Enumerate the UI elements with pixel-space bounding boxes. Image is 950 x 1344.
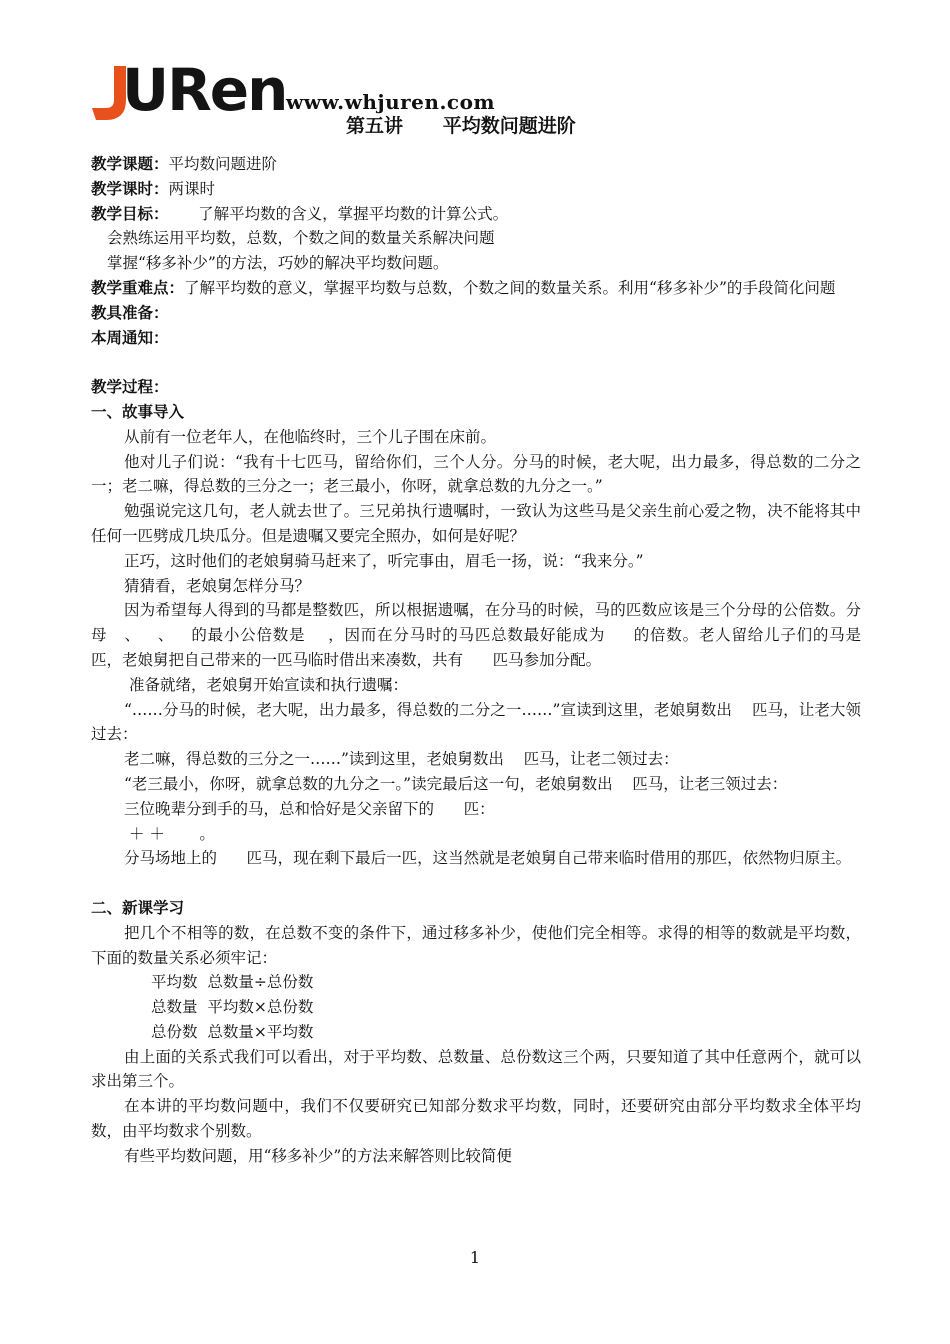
lesson-content bbox=[91, 152, 891, 1169]
story-paragraph: 勉强说完这几句，老人就去世了。三兄弟执行遗嘱时，一致认为这些马是父亲生前心爱之物，决不能将其中任何一匹劈成几块瓜分。但是遗嘱又要完全照办，如何是好呢？ bbox=[91, 502, 861, 545]
story-paragraph: “老三最小，你呀，就拿总数的九分之一。”读完最后这一句，老娘舅数出 匹马，让老三领过去： bbox=[124, 774, 788, 793]
meta-label: 教学课题： bbox=[91, 155, 169, 173]
meta-value: 平均数问题进阶 bbox=[168, 155, 278, 173]
meta-tools bbox=[91, 301, 861, 326]
story-paragraph: 他对儿子们说：“我有十七匹马，留给你们，三个人分。分马的时候，老大呢，出力最多，得总数的二分之一；老二嘛，得总数的三分之一；老三最小，你呀，就拿总数的九分之一。” bbox=[91, 452, 861, 496]
meta-hours bbox=[91, 177, 861, 202]
section-heading: 二、新课学习 bbox=[91, 898, 185, 917]
lesson-paragraph: 有些平均数问题，用“移多补少”的方法来解答则比较简便 bbox=[124, 1146, 512, 1165]
story-paragraph: 正巧，这时他们的老娘舅骑马赶来了，听完事由，眉毛一扬，说：“我来分。” bbox=[124, 551, 644, 570]
meta-notice bbox=[91, 326, 861, 351]
logo-wordmark: URen bbox=[122, 56, 287, 124]
story-paragraph: ＋ ＋ 。 bbox=[124, 824, 215, 843]
formula-line: 总数量 平均数×总份数 bbox=[151, 998, 314, 1017]
meta-topic bbox=[91, 152, 861, 177]
section-heading: 一、故事导入 bbox=[91, 402, 185, 421]
meta-label: 教学重难点： bbox=[91, 278, 185, 297]
meta-value: 两课时 bbox=[168, 179, 216, 198]
story-paragraph: 因为希望每人得到的马都是整数匹，所以根据遗嘱，在分马的时候，马的匹数应该是三个分母的公倍数。分母 、 、 的最小公倍数是 ，因而在分马时的马匹总数最好能成为 的倍数。老人留给儿子们的马是 匹，老娘舅把自己带来的一匹马临时借出来凑数，共有 匹马参加分配。 bbox=[91, 601, 891, 669]
meta-label: 教学目标： bbox=[91, 204, 169, 223]
meta-goals bbox=[91, 202, 861, 227]
lesson-paragraph: 在本讲的平均数问题中，我们不仅要研究已知部分数求平均数，同时，还要研究由部分平均数求全体平均数，由平均数求个别数。 bbox=[91, 1097, 861, 1141]
logo-website: www.whjuren.com bbox=[286, 90, 496, 114]
story-paragraph: “……分马的时候，老大呢，出力最多，得总数的二分之一……”宣读到这里，老娘舅数出 匹马，让老大领过去： bbox=[91, 700, 861, 744]
lesson-paragraph: 由上面的关系式我们可以看出，对于平均数、总数量、总份数这三个两，只要知道了其中任意两个，就可以求出第三个。 bbox=[91, 1047, 861, 1091]
meta-label: 教具准备： bbox=[91, 303, 169, 322]
story-paragraph: 分马场地上的 匹马，现在剩下最后一匹，这当然就是老娘舅自己带来临时借用的那匹，依然物归原主。 bbox=[124, 849, 852, 868]
meta-value: 了解平均数的含义，掌握平均数的计算公式。 bbox=[168, 204, 509, 223]
goal-line: 会熟练运用平均数，总数，个数之间的数量关系解决问题 bbox=[107, 229, 495, 248]
meta-difficulty bbox=[91, 276, 861, 301]
story-paragraph: 三位晚辈分到手的马，总和恰好是父亲留下的 匹： bbox=[124, 799, 495, 818]
lesson-paragraph: 把几个不相等的数，在总数不变的条件下，通过移多补少，使他们完全相等。求得的相等的数就是平均数，下面的数量关系必须牢记： bbox=[91, 923, 861, 967]
meta-value: 了解平均数的意义，掌握平均数与总数，个数之间的数量关系。利用“移多补少”的手段简化问题 bbox=[184, 278, 836, 297]
story-paragraph: 猜猜看，老娘舅怎样分马？ bbox=[124, 576, 311, 595]
goal-line: 掌握“移多补少”的方法，巧妙的解决平均数问题。 bbox=[107, 254, 449, 273]
story-paragraph: 准备就绪，老娘舅开始宣读和执行遗嘱： bbox=[124, 675, 408, 694]
page-number: 1 bbox=[469, 1248, 481, 1267]
page-title: 第五讲 平均数问题进阶 bbox=[346, 115, 576, 137]
formula-line: 平均数 总数量÷总份数 bbox=[151, 973, 314, 992]
formula-line: 总份数 总数量×平均数 bbox=[151, 1022, 314, 1041]
process-label: 教学过程： bbox=[91, 378, 169, 397]
meta-label: 本周通知： bbox=[91, 328, 169, 347]
story-paragraph: 从前有一位老年人，在他临终时，三个儿子围在床前。 bbox=[124, 427, 497, 446]
meta-label: 教学课时： bbox=[91, 179, 169, 198]
story-paragraph: 老二嘛，得总数的三分之一……”读到这里，老娘舅数出 匹马，让老二领过去： bbox=[124, 750, 679, 769]
